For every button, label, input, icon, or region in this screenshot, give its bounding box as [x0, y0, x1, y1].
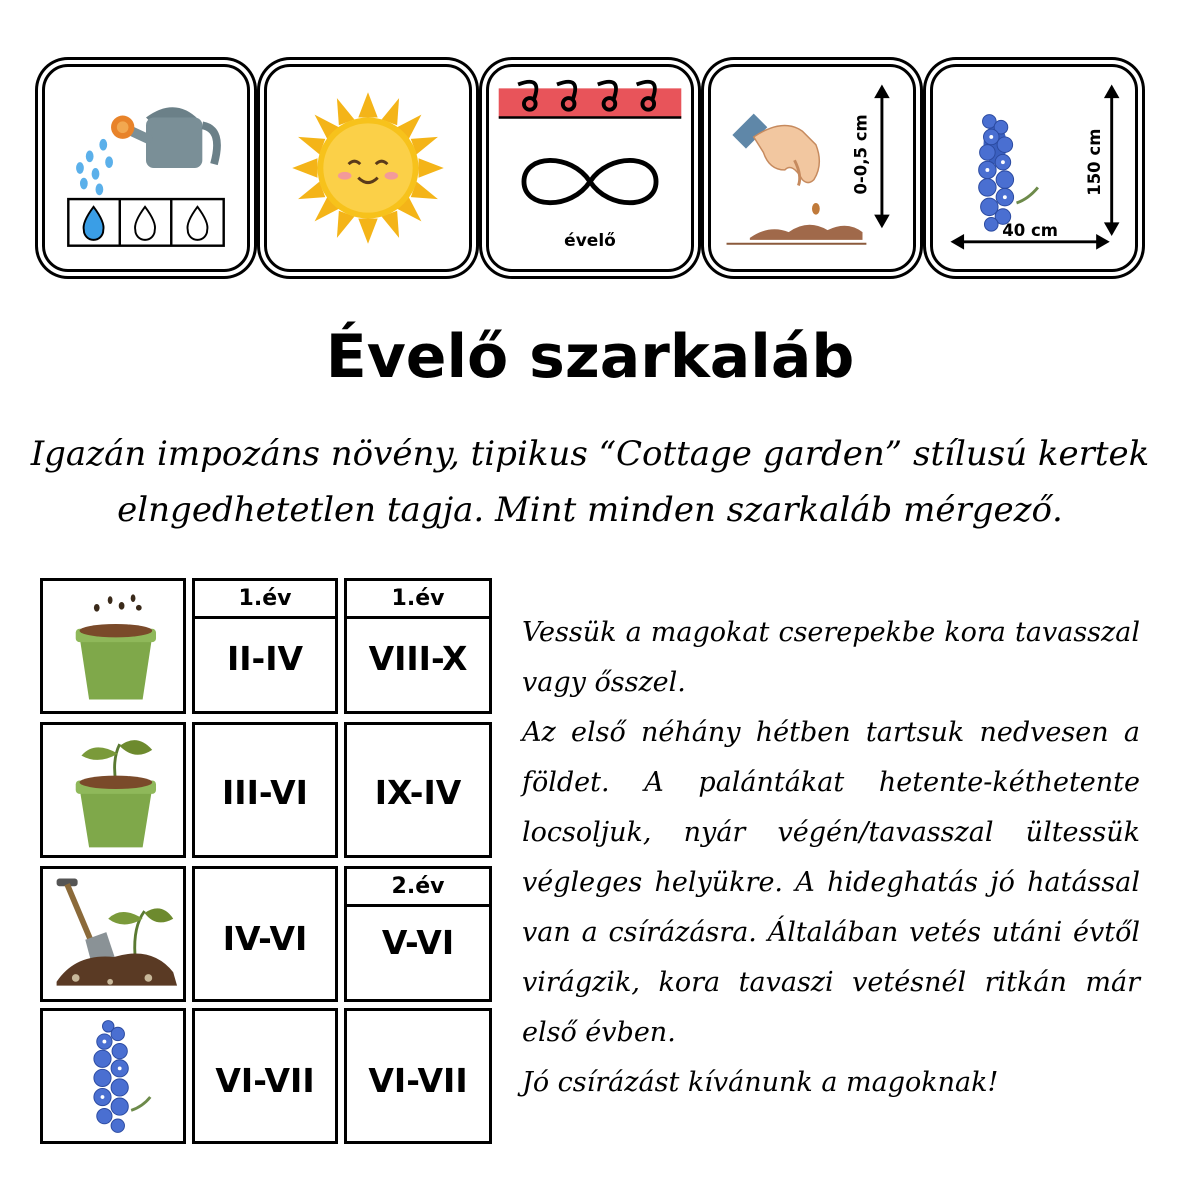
month-range: VIII-X: [368, 639, 468, 678]
stage-flowering-cell: [40, 1008, 186, 1144]
subtitle-line-2: elngedhetetlen tagja. Mint minden szarkaláb mérgező.: [117, 490, 1063, 530]
schedule-cell-r1-c1: [192, 578, 338, 714]
stage-sowing-cell: [40, 578, 186, 714]
year-label: 2.év: [347, 869, 489, 907]
watering-card: [42, 64, 250, 272]
delphinium-icon: [979, 115, 1038, 232]
year-label: 1.év: [347, 581, 489, 619]
page-subtitle: [0, 426, 1180, 538]
month-range: IV-VI: [222, 919, 308, 958]
flowering-delphinium-icon: [43, 1011, 183, 1141]
page-title: Évelő szarkaláb: [325, 322, 855, 392]
sowing-pot-icon: [43, 581, 183, 711]
seedling-pot-icon: [43, 725, 183, 855]
lifecycle-label: évelő: [564, 231, 616, 251]
month-range: V-VI: [381, 923, 455, 962]
width-label: 40 cm: [1002, 220, 1058, 240]
year-label: 1.év: [195, 581, 335, 619]
sun-icon: [267, 67, 469, 269]
schedule-cell-r4-c1: [192, 1008, 338, 1144]
subtitle-line-1: Igazán impozáns növény, tipikus “Cottage garden” stílusú kertek: [30, 434, 1150, 474]
schedule-cell-r3-c1: [192, 866, 338, 1002]
stage-seedling-cell: [40, 722, 186, 858]
sowing-hand-icon: [711, 67, 913, 269]
lifecycle-card: [486, 64, 694, 272]
watering-can-icon: [45, 67, 247, 269]
schedule-cell-r4-c2: [344, 1008, 492, 1144]
transplant-shovel-icon: [43, 869, 183, 999]
description-paragraph-3: Jó csírázást kívánunk a magoknak!: [522, 1067, 999, 1098]
month-range: VI-VII: [215, 1061, 315, 1100]
stage-transplant-cell: [40, 866, 186, 1002]
description-paragraph-2: Az első néhány hétben tartsuk nedvesen a földet. A palántákat hetente-kéthetente locsoljuk, nyár végén/tavasszal ültessük végleges helyükre. A hideghatás jó hatással van a csírázásra. Általában vetés utáni évtől virágzik, kora tavaszi vetésnél ritkán már első évben.: [522, 717, 1140, 1048]
description-paragraph-1: Vessük a magokat cserepekbe kora tavasszal vagy ősszel.: [522, 617, 1140, 698]
size-card: [930, 64, 1138, 272]
schedule-cell-r1-c2: [344, 578, 492, 714]
sun-card: [264, 64, 472, 272]
month-range: II-IV: [226, 639, 304, 678]
schedule-cell-r2-c2: [344, 722, 492, 858]
schedule-cell-r3-c2: [344, 866, 492, 1002]
schedule-cell-r2-c1: [192, 722, 338, 858]
month-range: III-VI: [222, 773, 308, 812]
month-range: IX-IV: [374, 773, 462, 812]
plant-size-icon: [933, 67, 1135, 269]
height-label: 150 cm: [1085, 128, 1105, 196]
sowing-depth-card: [708, 64, 916, 272]
month-range: VI-VII: [368, 1061, 468, 1100]
depth-label: 0-0,5 cm: [851, 114, 871, 195]
description: [522, 608, 1140, 1108]
